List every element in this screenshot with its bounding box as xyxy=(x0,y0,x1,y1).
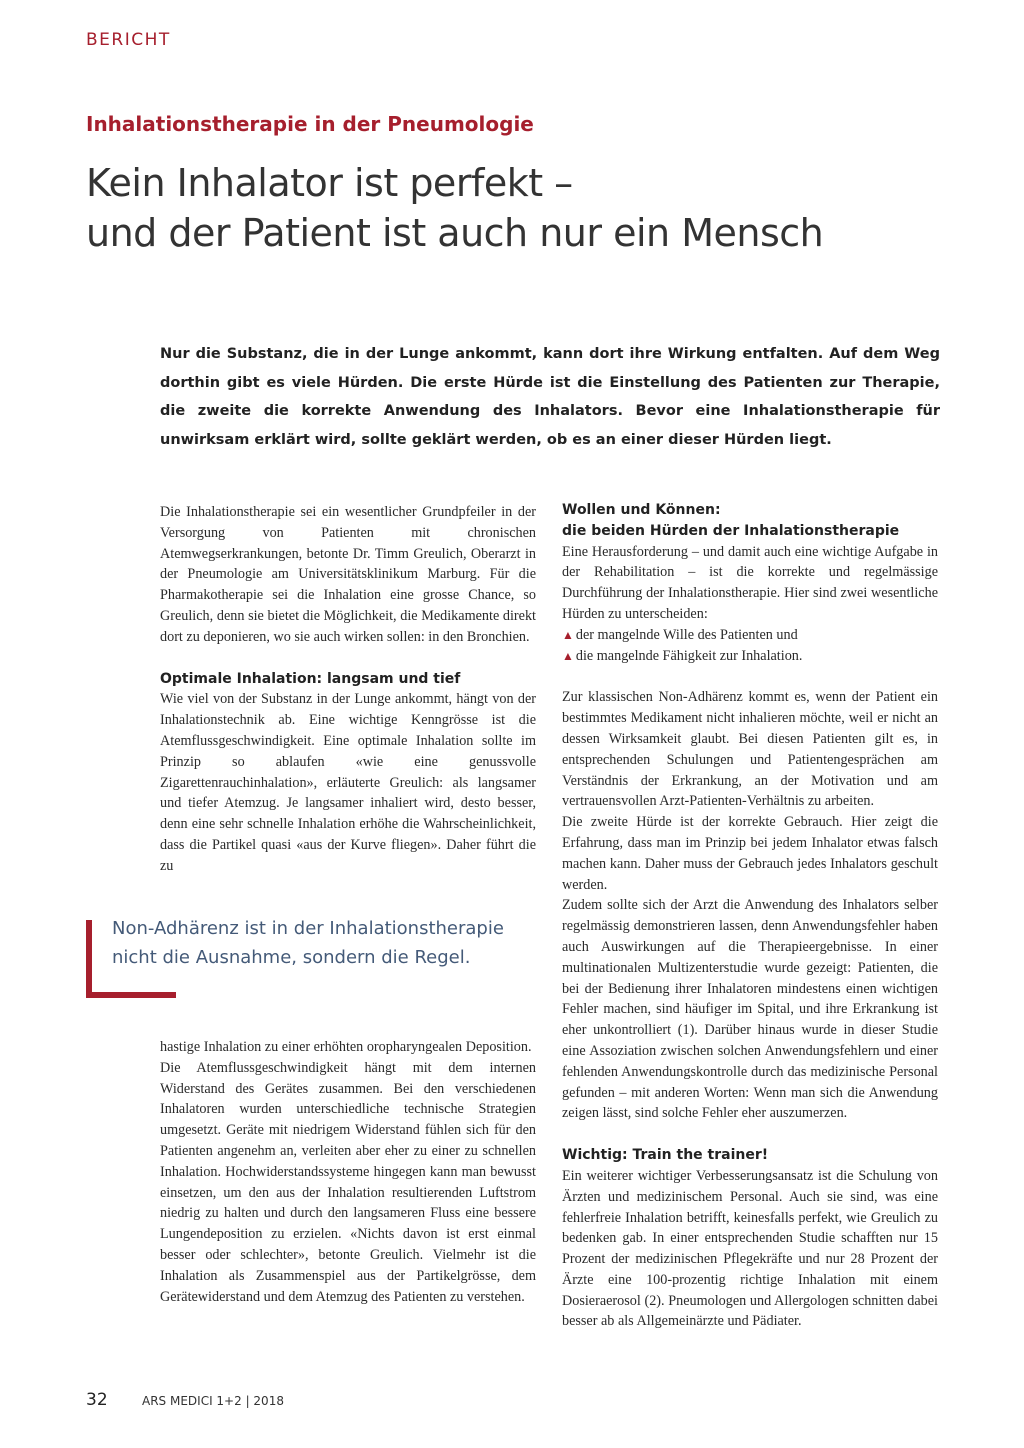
paragraph: Ein weiterer wichtiger Verbesserungsansatz ist die Schulung von Ärzten und medizinischem Personal. Auch sie sind, was eine fehlerfreie Inhalation betrifft, keinesfalls perfekt, wie Greulich zu bedenken gab. In einer entsprechenden Studie schafften nur 15 Prozent der medizinischen Pflegekräfte und nur 28 Prozent der Ärzte eine 100-prozentig richtige Inhalation mit einem Dosieraerosol (2). Pneumologen und Allergologen schnitten dabei besser ab als Allgemeinärzte und Pädiater. xyxy=(562,1167,938,1330)
subheading: Optimale Inhalation: langsam und tief xyxy=(160,670,461,687)
triangle-bullet-icon: ▲ xyxy=(562,627,574,642)
paragraph: Zur klassischen Non-Adhärenz kommt es, wenn der Patient ein bestimmtes Medikament nicht inhalieren möchte, weil er nicht an dessen Wirksamkeit glaubt. Bei diesen Patienten gilt es, in entsprechenden Schulungen und Patientengesprächen am Verständnis der Erkrankung, an der Motivation und am vertrauensvollen Arzt-Patienten-Verhältnis zu arbeiten. xyxy=(562,689,938,810)
bullet-item: ▲ die mangelnde Fähigkeit zur Inhalation. xyxy=(562,647,803,664)
column-left-bottom xyxy=(160,1037,536,1307)
paragraph: hastige Inhalation zu einer erhöhten oropharyngealen Deposition. xyxy=(160,1039,532,1055)
section-label: BERICHT xyxy=(86,30,171,50)
article-kicker: Inhalationstherapie in der Pneumologie xyxy=(86,112,534,136)
title-line-1: Kein Inhalator ist perfekt – xyxy=(86,161,573,205)
subheading-line-2: die beiden Hürden der Inhalationstherapie xyxy=(562,522,900,539)
paragraph: Die Atemflussgeschwindigkeit hängt mit dem internen Widerstand des Gerätes zusammen. Bei den verschiedenen Inhalatoren wurden unterschiedliche technische Strategien umgesetzt. Geräte mit niedrigem Widerstand fühlen sich für den Patienten angenehm an, verleiten aber eher zu einer zu schnellen Inhalation. Hochwiderstandssysteme hingegen kann man bewusst einsetzen, um den aus der Inhalation resultierenden Luftstrom niedrig zu halten und durch den langsameren Fluss eine bessere Lungendeposition zu erzielen. «Nichts davon ist erst einmal besser oder schlechter», betonte Greulich. Vielmehr ist die Inhalation als Zusammenspiel aus der Partikelgrösse, dem Gerätewiderstand und dem Atemzug des Patienten zu verstehen. xyxy=(160,1059,536,1305)
pull-quote-bar xyxy=(86,992,176,998)
paragraph: Eine Herausforderung – und damit auch eine wichtige Aufgabe in der Rehabilitation – ist die korrekte und regelmässige Durchführung der Inhalationstherapie. Hier sind zwei wesentliche Hürden zu unterscheiden: xyxy=(562,543,938,622)
pull-quote-bar xyxy=(86,920,92,998)
journal-name: ARS MEDICI 1+2 | 2018 xyxy=(142,1394,284,1408)
paragraph: Die Inhalationstherapie sei ein wesentlicher Grundpfeiler in der Versorgung von Patienten mit chronischen Atemwegserkrankungen, betonte Dr. Timm Greulich, Oberarzt in der Pneumologie am Universitätsklinikum Marburg. Für die Pharmakotherapie sei die Inhalation eine grosse Chance, so Greulich, denn sie bietet die Möglichkeit, die Medikamente direkt dort zu deponieren, wo sie auch wirken sollen: in den Bronchien. xyxy=(160,504,536,645)
paragraph: Wie viel von der Substanz in der Lunge ankommt, hängt von der Inhalationstechnik ab. Eine wichtige Kenngrösse ist die Atemflussgeschwindigkeit. Eine optimale Inhalation sollte im Prinzip so ablaufen «wie eine genussvolle Zigarettenrauchinhalation», erläuterte Greulich: als langsamer und tiefer Atemzug. Je langsamer inhaliert wird, desto besser, denn eine sehr schnelle Inhalation erhöhe die Wahrscheinlichkeit, dass die Partikel quasi «aus der Kurve fliegen». Daher führt die zu xyxy=(160,691,536,874)
column-left-top xyxy=(160,502,536,877)
subheading: Wichtig: Train the trainer! xyxy=(562,1147,769,1164)
subheading xyxy=(562,500,938,542)
title-line-2: und der Patient ist auch nur ein Mensch xyxy=(86,211,824,255)
pull-quote-text xyxy=(112,914,504,972)
subheading-line-1: Wollen und Können: xyxy=(562,502,721,518)
page-number: 32 xyxy=(86,1390,108,1410)
paragraph: Zudem sollte sich der Arzt die Anwendung des Inhalators selber regelmässig demonstrieren lassen, denn Anwendungsfehler haben auch Auswirkungen auf die Therapieergebnisse. In einer multinationalen Multizenterstudie wurde gezeigt: Patienten, die bei der Bedienung ihrer Inhalatoren mindestens einen wichtigen Fehler machen, sind häufiger im Spital, und ihre Erkrankung ist eher unkontrolliert (1). Darüber hinaus wurde in dieser Studie eine Assoziation zwischen solchen Anwendungsfehlern und einer fehlenden Anwendungskontrolle durch das medizinische Personal gefunden – mit anderen Worten: Wenn man sich die Anwendung zeigen lässt, sind solche Fehler eher auszumerzen. xyxy=(562,897,938,1122)
triangle-bullet-icon: ▲ xyxy=(562,648,574,663)
paragraph: Die zweite Hürde ist der korrekte Gebrauch. Hier zeigt die Erfahrung, dass man im Prinzip bei jedem Inhalator etwas falsch machen kann. Daher muss der Gebrauch jedes Inhalators geschult werden. xyxy=(562,814,938,893)
pull-quote xyxy=(86,912,546,996)
article-lead: Nur die Substanz, die in der Lunge ankommt, kann dort ihre Wirkung entfalten. Auf dem Weg dorthin gibt es viele Hürden. Die erste Hürde ist die Einstellung des Patienten zur Therapie, die zweite die korrekte Anwendung des Inhalators. Bevor eine Inhalationstherapie für unwirksam erklärt wird, sollte geklärt werden, ob es an einer dieser Hürden liegt. xyxy=(160,346,940,448)
pull-quote-line-1: Non-Adhärenz ist in der Inhalationstherapie xyxy=(112,918,504,939)
column-right xyxy=(562,500,938,1332)
pull-quote-line-2: nicht die Ausnahme, sondern die Regel. xyxy=(112,947,471,968)
article-title xyxy=(86,158,966,258)
bullet-item: ▲ der mangelnde Wille des Patienten und xyxy=(562,626,798,643)
